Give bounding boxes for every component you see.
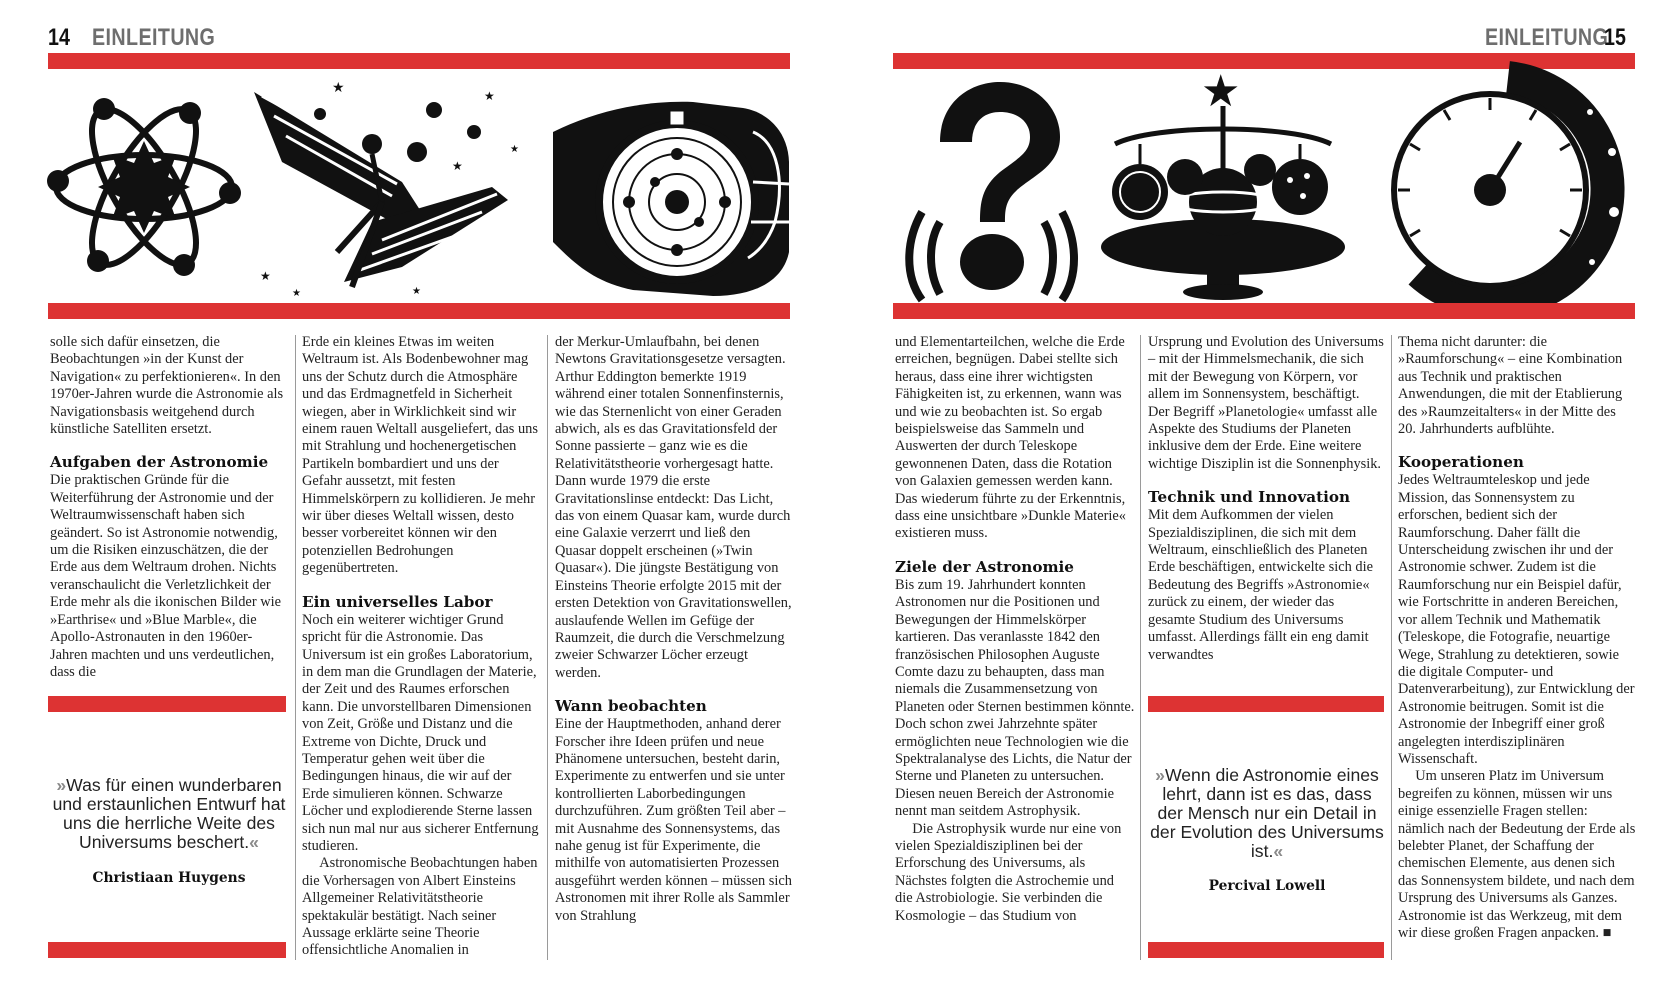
quote-author: Christiaan Huygens <box>92 870 246 886</box>
right-column-2 <box>1148 334 1384 664</box>
paragraph: Um unseren Platz im Universum begreifen zu können, müssen wir uns einige essenzielle Fragen stellen: nämlich nach der Bedeutung der Erde als belebter Planet, der Schaffung der chemischen Elemente, aus denen sich das Sonnensystem bildete, und nach dem Ursprung des Universums als Ganzes. Astronomie ist das Werkzeug, mit dem wir diese großen Fragen anpacken. ■ <box>1398 768 1636 941</box>
pull-quote-lowell <box>1150 766 1384 861</box>
quote-bottom-bar <box>1148 942 1384 958</box>
right-column-1 <box>895 334 1135 925</box>
svg-text:★: ★ <box>452 159 463 173</box>
orrery-carousel-icon <box>1095 66 1351 300</box>
open-quote-mark: » <box>56 775 67 795</box>
paragraph: Eine der Hauptmethoden, anhand derer Forscher ihre Ideen prüfen und neue Phänomene untersuchen, besteht darin, Experimente zu entwerfen und sie unter kontrollierten Laborbedingungen durchzuführen. Zum größten Teil aber – mit Ausnahme des Sonnensystems, das nahe genug ist für Experimente, die mithilfe von automatisierten Prozessen ausgeführt werden können – müssen sich Astronomen mit ihrer Rolle als Sammler von Strahlung <box>555 716 792 924</box>
svg-text:★: ★ <box>260 269 271 283</box>
left-column-2 <box>302 334 540 960</box>
pull-quote-huygens <box>50 776 288 852</box>
left-illustration-bottom-bar <box>48 303 790 319</box>
column-divider <box>1140 335 1141 960</box>
left-column-3 <box>555 334 793 925</box>
quote-text: Was für einen wunderbaren und erstaunlichen Entwurf hat uns die herrliche Weite des Universums beschert. <box>52 775 286 852</box>
right-illustration-bottom-bar <box>893 303 1635 319</box>
paragraph: Mit dem Aufkommen der vielen Spezialdisziplinen, die sich mit dem Weltraum, einschließlich des Planeten Erde beschäftigen, entwickelte sich die Bedeutung des Begriffs »Astronomie« zurück zu einem, der wieder das gesamte Studium des Universums umfasst. Allerdings fällt ein eng damit verwandtes <box>1148 507 1373 663</box>
paragraph: Jedes Weltraumteleskop und jede Mission, das Sonnensystem zu erforschen, bedient sich der Raumforschung. Daher fällt die Unterscheidung zwischen ihr und der Astronomie schwer. Zudem ist die Raumforschung nur ein Beispiel dafür, wie Fortschritte in anderen Bereichen, vor allem Technik und Mathematik (Teleskope, die Fotografie, neuartige Wege, Strahlung zu detektieren, sowie die digitale Computer- und Datenverarbeitung), zur Entwicklung der Astronomie beitrugen. Somit ist die Astronomie der Inbegriff einer groß angelegten interdisziplinären Wissenschaft. <box>1398 472 1635 767</box>
column-divider <box>547 335 548 960</box>
quote-bottom-bar <box>48 942 286 958</box>
heading-technik: Technik und Innovation <box>1148 488 1351 507</box>
svg-text:★: ★ <box>332 80 345 96</box>
paragraph: Noch ein weiterer wichtiger Grund spricht für die Astronomie. Das Universum ist ein großes Laboratorium, in dem man die Grundlagen der Materie, der Zeit und des Raumes erforschen kann. Die unvorstellbaren Dimensionen von Zeit, Größe und Distanz und die Extreme von Dichte, Druck und Temperatur gehen weit über die Bedingungen hinaus, die wir auf der Erde simulieren können. Schwarze Löcher und explodierende Sterne lassen sich nun mal nur aus sicherer Entfernung studieren. <box>302 611 539 854</box>
paragraph: Erde ein kleines Etwas im weiten Weltraum ist. Als Bodenbewohner mag uns der Schutz durch die Atmosphäre und das Erdmagnetfeld in Sicherheit wiegen, aber in Wirklichkeit sind wir einem rauen Weltall ausgeliefert, das uns mit Strahlung und hochenergetischen Partikeln bombardiert und uns der Gefahr aussetzt, mit festen Himmelskörpern zu kollidieren. Je mehr wir über dieses Weltall wissen, desto besser vorbereitet können wir den potenziellen Bedrohungen gegenübertreten. <box>302 334 538 577</box>
heading-aufgaben: Aufgaben der Astronomie <box>50 453 269 472</box>
heading-kooperationen: Kooperationen <box>1398 453 1524 472</box>
paragraph: solle sich dafür einsetzen, die Beobachtungen »in der Kunst der Navigation« zu perfektionieren«. In den 1970er-Jahren wurde die Astronomie als Navigationsbasis weitgehend durch künstliche Satelliten ersetzt. <box>50 334 284 438</box>
speedometer-icon <box>1380 72 1636 300</box>
left-section-title: EINLEITUNG <box>92 24 216 51</box>
heading-labor: Ein universelles Labor <box>302 592 493 611</box>
svg-text:★: ★ <box>412 286 421 297</box>
svg-text:★: ★ <box>510 144 519 155</box>
right-section-title: EINLEITUNG <box>1485 24 1609 51</box>
quote-top-bar <box>1148 696 1384 712</box>
column-divider <box>295 335 296 960</box>
right-page-number: 15 <box>1604 24 1626 51</box>
quote-author: Percival Lowell <box>1208 878 1326 894</box>
left-page-number: 14 <box>48 24 70 51</box>
quote-top-bar <box>48 696 286 712</box>
svg-text:★: ★ <box>1201 66 1241 117</box>
paragraph: Bis zum 19. Jahrhundert konnten Astronomen nur die Positionen und Bewegungen der Himmelskörper kartieren. Das veranlasste 1842 den französischen Philosophen Auguste Comte dazu zu behaupten, dass man niemals die Zusammensetzung von Planeten oder Sternen bestimmen könnte. Doch schon zwei Jahrzehnte später ermöglichten neue Technologien wie die Spektralanalyse des Lichts, die Natur der Sterne und Planeten zu untersuchen. Diesen neuen Bereich der Astronomie nennt man seitdem Astrophysik. <box>895 576 1135 820</box>
left-top-red-bar <box>48 53 790 69</box>
paragraph: Thema nicht darunter: die »Raumforschung« – eine Kombination aus Technik und praktischen Anwendungen, die mit der Etablierung des »Raumzeitalters« in der Mitte des 20. Jahrhunderts aufblühte. <box>1398 334 1623 438</box>
paragraph: und Elementarteilchen, welche die Erde erreichen, begnügen. Dabei stellte sich heraus, dass eine ihrer wichtigsten Fähigkeiten ist, zu erkennen, wann was und wie zu beobachten ist. So ergab beispielsweise das Sammeln und Auswerten der durch Teleskope gewonnenen Daten, dass die Rotation von Galaxien gemessen werden kann. Das wiederum führte zu der Erkenntnis, dass eine unsichtbare »Dunkle Materie« existieren muss. <box>895 334 1126 542</box>
winged-astronomer-icon <box>252 72 519 300</box>
heading-ziele: Ziele der Astronomie <box>895 557 1074 576</box>
close-quote-mark: « <box>1273 841 1284 861</box>
left-column-1 <box>50 334 286 681</box>
paragraph: Ursprung und Evolution des Universums – mit der Himmelsmechanik, die sich mit der Bewegung von Körpern, vor allem im Sonnensystem, beschäftigt. Der Begriff »Planetologie« umfasst alle Aspekte des Studiums der Planeten inklusive dem der Erde. Eine weitere wichtige Disziplin ist die Sonnenphysik. <box>1148 334 1384 472</box>
close-quote-mark: « <box>249 832 259 852</box>
svg-text:★: ★ <box>292 288 301 299</box>
open-quote-mark: » <box>1155 765 1165 785</box>
paragraph: Die Astrophysik wurde nur eine von vielen Spezialdisziplinen bei der Erforschung des Universums, als Nächstes folgten die Astrochemie und die Astrobiologie. Sie verbinden die Kosmologie – das Studium von <box>895 820 1122 924</box>
quote-text: Wenn die Astronomie eines lehrt, dann ist es das, dass der Mensch nur ein Detail in der Evolution des Universums ist. <box>1150 765 1384 861</box>
column-divider <box>1391 335 1392 960</box>
question-mark-icon <box>900 72 1080 300</box>
paragraph: der Merkur-Umlaufbahn, bei denen Newtons Gravitationsgesetze versagten. Arthur Eddington bemerkte 1919 während einer totalen Sonnenfinsternis, wie das Sternenlicht von einer Geraden abwich, als es das Gravitationsfeld der Sonne passierte – ganz wie es die Relativitätstheorie vorhergesagt hatte. Dann wurde 1979 die erste Gravitationslinse entdeckt: Das Licht, das von einem Quasar kam, wurde durch eine Galaxie verzerrt und ließ den Quasar doppelt erscheinen (»Twin Quasar«). Die jüngste Bestätigung von Einsteins Theorie erfolgte 2015 mit der ersten Detektion von Gravitationswellen, auslaufende Wellen im Gefüge der Raumzeit, die durch die Verschmelzung zweier Schwarzer Löcher erzeugt werden. <box>555 334 792 681</box>
paragraph: Die praktischen Gründe für die Weiterführung der Astronomie und der Weltraumwissenschaft haben sich geändert. So ist Astronomie notwendig, um die Risiken einzuschätzen, die der Erde aus dem Weltraum drohen. Nichts veranschaulicht die Verletzlichkeit der Erde mehr als die ikonischen Bilder wie »Earthrise« und »Blue Marble«, die Apollo-Astronauten in den 1960er-Jahren machten und uns verdeutlichen, dass die <box>50 472 281 680</box>
right-column-3 <box>1398 334 1636 942</box>
heading-wann: Wann beobachten <box>555 697 707 716</box>
atom-icon <box>50 72 238 300</box>
paragraph: Astronomische Beobachtungen haben die Vorhersagen von Albert Einsteins Allgemeiner Relativitätstheorie spektakulär bestätigt. Nach seiner Aussage erklärte seine Theorie offensichtliche Anomalien in <box>302 855 538 959</box>
hand-stopwatch-icon <box>553 72 793 300</box>
svg-text:★: ★ <box>484 89 495 103</box>
